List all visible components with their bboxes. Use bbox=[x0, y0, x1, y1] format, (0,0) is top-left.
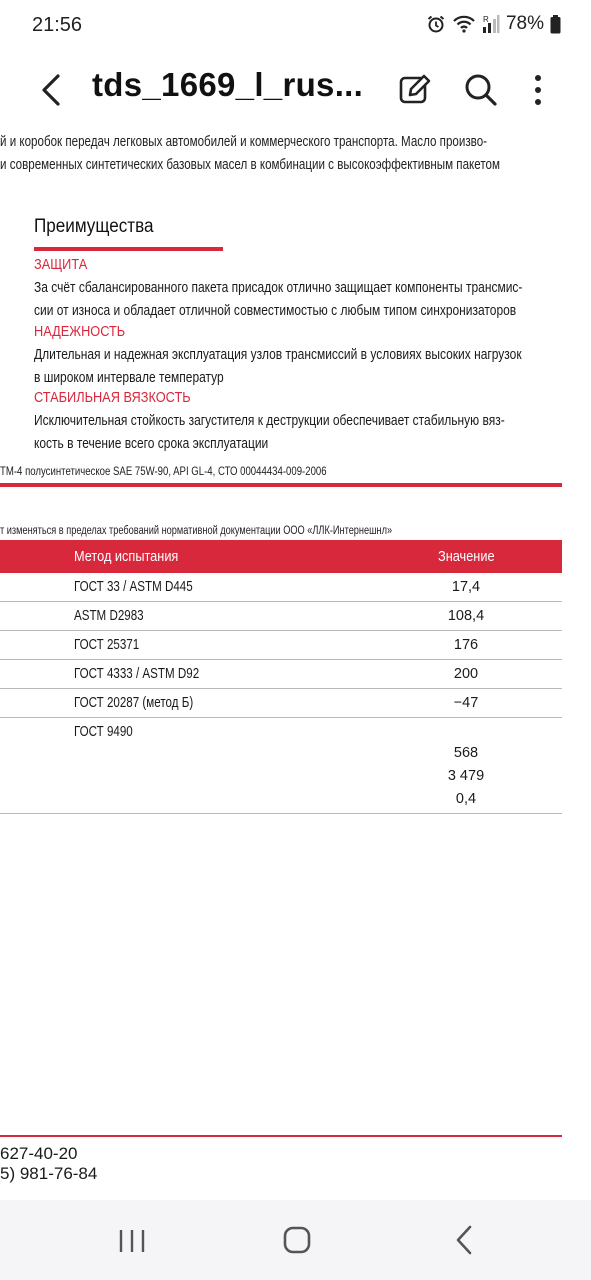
svg-text:R: R bbox=[482, 15, 489, 24]
signal-icon bbox=[482, 14, 500, 34]
table-row bbox=[0, 718, 562, 814]
sub-value-cell: 0,4 bbox=[455, 791, 477, 807]
method-cell: ГОСТ 9490 bbox=[74, 724, 133, 740]
section-divider bbox=[0, 483, 562, 487]
battery-percent: 78% bbox=[505, 13, 544, 34]
intro-line: и современных синтетических базовых масел в комбинации с высокоэффективным пакетом bbox=[0, 157, 500, 173]
method-cell: ГОСТ 25371 bbox=[74, 637, 140, 653]
footer-phone: 627-40-20 bbox=[0, 1144, 78, 1163]
table-header bbox=[0, 540, 562, 573]
advantage-text: кость в течение всего срока эксплуатации bbox=[34, 435, 269, 452]
value-cell: 200 bbox=[453, 666, 479, 682]
sub-value-cell: 3 479 bbox=[447, 768, 485, 784]
method-cell: ГОСТ 33 / ASTM D445 bbox=[74, 579, 193, 595]
document-view[interactable] bbox=[0, 130, 591, 1200]
back-icon bbox=[440, 1218, 490, 1262]
footer-divider bbox=[0, 1135, 562, 1137]
advantage-text: Исключительная стойкость загустителя к деструкции обеспечивает стабильную вяз- bbox=[34, 412, 505, 429]
advantage-title: СТАБИЛЬНАЯ ВЯЗКОСТЬ bbox=[34, 390, 191, 406]
header-value: Значение bbox=[438, 548, 495, 565]
more-options-button[interactable] bbox=[518, 68, 558, 112]
advantage-title: НАДЕЖНОСТЬ bbox=[34, 324, 126, 340]
value-cell: 17,4 bbox=[451, 579, 481, 595]
header-method: Метод испытания bbox=[74, 548, 179, 565]
edit-icon bbox=[393, 68, 437, 112]
advantages-heading: Преимущества bbox=[34, 216, 154, 237]
edit-button[interactable] bbox=[393, 68, 437, 112]
back-button[interactable] bbox=[30, 68, 74, 112]
table-row bbox=[0, 602, 562, 631]
intro-line: й и коробок передач легковых автомобилей и коммерческого транспорта. Масло произво- bbox=[0, 134, 488, 150]
wifi-icon bbox=[452, 14, 476, 34]
advantage-text: За счёт сбалансированного пакета присадок отлично защищает компоненты трансмис- bbox=[34, 279, 523, 296]
status-time: 21:56 bbox=[32, 14, 83, 36]
product-spec-line: TM-4 полусинтетическое SAE 75W-90, API GL-4, СТО 00044434-009-2006 bbox=[0, 464, 327, 478]
method-cell: ГОСТ 4333 / ASTM D92 bbox=[74, 666, 200, 682]
system-nav-bar bbox=[0, 1200, 591, 1280]
back-arrow-icon bbox=[30, 68, 74, 112]
sub-value-cell: 568 bbox=[453, 745, 479, 761]
table-row bbox=[0, 631, 562, 660]
advantage-text: в широком интервале температур bbox=[34, 369, 224, 386]
advantage-text: Длительная и надежная эксплуатация узлов трансмиссий в условиях высоких нагрузок bbox=[34, 346, 522, 363]
document-title: tds_1669_l_rus... bbox=[92, 66, 364, 103]
table-row bbox=[0, 660, 562, 689]
heading-underline bbox=[34, 247, 223, 251]
search-icon bbox=[459, 68, 503, 112]
status-icons bbox=[426, 13, 561, 35]
search-button[interactable] bbox=[459, 68, 503, 112]
table-row bbox=[0, 689, 562, 718]
method-cell: ГОСТ 20287 (метод Б) bbox=[74, 695, 194, 711]
more-vert-icon bbox=[518, 68, 558, 112]
alarm-icon bbox=[426, 14, 446, 34]
advantage-text: сии от износа и обладает отличной совместимостью с любым типом синхронизаторов bbox=[34, 302, 517, 319]
method-cell: ASTM D2983 bbox=[74, 608, 144, 624]
nav-back-button[interactable] bbox=[440, 1218, 490, 1262]
home-button[interactable] bbox=[272, 1218, 322, 1262]
disclaimer-note: т изменяться в пределах требований нормативной документации ООО «ЛЛК-Интернешнл» bbox=[0, 525, 393, 537]
recents-icon bbox=[107, 1218, 157, 1262]
table-row bbox=[0, 573, 562, 602]
app-bar bbox=[0, 52, 591, 130]
recents-button[interactable] bbox=[107, 1218, 157, 1262]
status-bar bbox=[0, 0, 591, 52]
value-cell: 108,4 bbox=[447, 608, 485, 624]
advantage-title: ЗАЩИТА bbox=[34, 257, 88, 273]
footer-phone: 5) 981-76-84 bbox=[0, 1164, 98, 1183]
home-icon bbox=[272, 1218, 322, 1262]
battery-icon bbox=[550, 15, 561, 34]
value-cell: 176 bbox=[453, 637, 479, 653]
value-cell: −47 bbox=[453, 695, 479, 711]
